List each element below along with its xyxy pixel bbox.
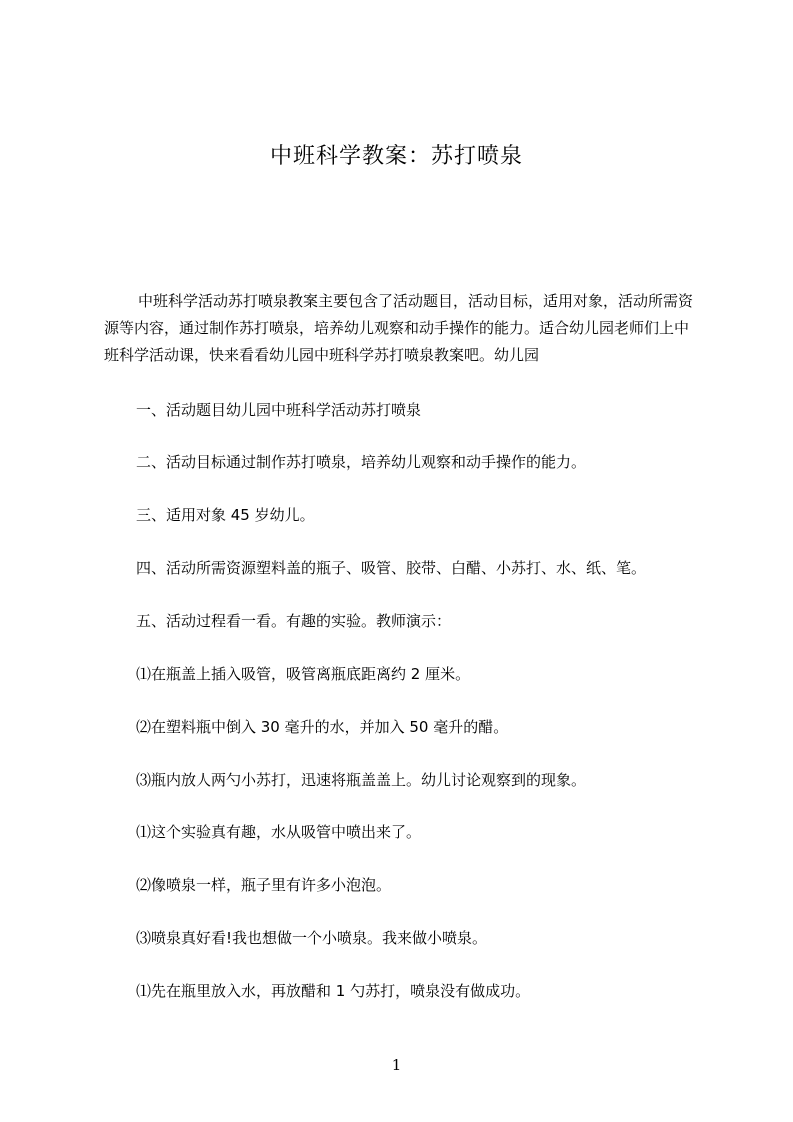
step-item: ⑶瓶内放人两勺小苏打，迅速将瓶盖盖上。幼儿讨论观察到的现象。 — [136, 771, 587, 789]
section-activity-goal: 二、活动目标通过制作苏打喷泉，培养幼儿观察和动手操作的能力。 — [136, 453, 587, 471]
section-target-audience: 三、适用对象 45 岁幼儿。 — [136, 506, 315, 524]
page-title: 中班科学教案：苏打喷泉 — [269, 144, 523, 169]
page-number: 1 — [391, 1056, 402, 1074]
observation-item: ⑶喷泉真好看!我也想做一个小喷泉。我来做小喷泉。 — [136, 929, 488, 947]
intro-paragraph: 中班科学活动苏打喷泉教案主要包含了活动题目，活动目标，适用对象，活动所需资源等内容，通过制作苏打喷泉，培养幼儿观察和动手操作的能力。适合幼儿园老师们上中班科学活动课，快来看看幼儿园中班科学苏打喷泉教案吧。幼儿园 — [104, 292, 694, 364]
attempt-item: ⑴先在瓶里放入水，再放醋和 1 勺苏打，喷泉没有做成功。 — [136, 982, 531, 1000]
section-resources: 四、活动所需资源塑料盖的瓶子、吸管、胶带、白醋、小苏打、水、纸、笔。 — [136, 559, 647, 577]
section-process: 五、活动过程看一看。有趣的实验。教师演示： — [136, 612, 452, 630]
observation-item: ⑴这个实验真有趣，水从吸管中喷出来了。 — [136, 823, 422, 841]
observation-item: ⑵像喷泉一样，瓶子里有许多小泡泡。 — [136, 876, 392, 894]
section-activity-title: 一、活动题目幼儿园中班科学活动苏打喷泉 — [136, 401, 422, 419]
step-item: ⑴在瓶盖上插入吸管，吸管离瓶底距离约 2 厘米。 — [136, 665, 471, 683]
step-item: ⑵在塑料瓶中倒入 30 毫升的水，并加入 50 毫升的醋。 — [136, 718, 509, 736]
